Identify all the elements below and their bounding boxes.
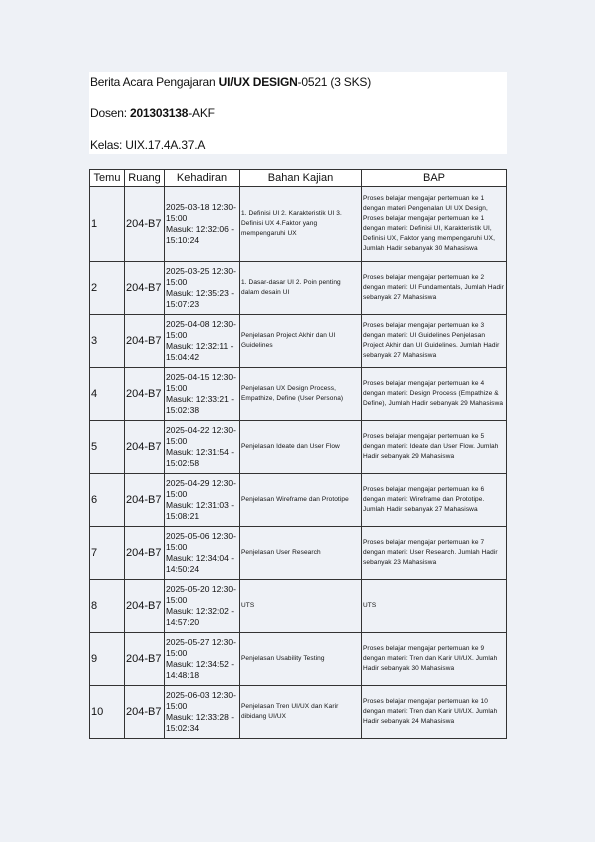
cell-bahan-kajian: 1. Definisi UI 2. Karakteristik UI 3. Definisi UX 4.Faktor yang mempengaruhi UX <box>240 187 362 262</box>
cell-bap: Proses belajar mengajar pertemuan ke 7 dengan materi: User Research. Jumlah Hadir sebanyak 23 Mahasiswa <box>362 527 507 580</box>
lecturer-label: Dosen: <box>90 106 130 120</box>
cell-ruang: 204-B7 <box>125 187 165 262</box>
schedule-text: 2025-04-08 12:30-15:00 <box>166 319 236 340</box>
cell-temu: 3 <box>90 315 125 368</box>
cell-bahan-kajian: Penjelasan UX Design Process, Empathize, Define (User Persona) <box>240 368 362 421</box>
attendance-text: Masuk: 12:31:03 - 15:08:21 <box>166 500 235 521</box>
table-row <box>90 580 507 633</box>
table-row <box>90 187 507 262</box>
lecturer-code: -AKF <box>188 106 215 120</box>
schedule-text: 2025-03-18 12:30-15:00 <box>166 202 236 223</box>
header-kehadiran: Kehadiran <box>165 170 240 187</box>
lecturer-line <box>90 106 215 120</box>
cell-temu: 6 <box>90 474 125 527</box>
cell-bap: Proses belajar mengajar pertemuan ke 6 dengan materi: Wireframe dan Prototipe. Jumlah Hadir sebanyak 27 Mahasiswa <box>362 474 507 527</box>
page-title <box>90 75 371 89</box>
cell-ruang: 204-B7 <box>125 633 165 686</box>
lecturer-id: 201303138 <box>129 106 189 120</box>
title-suffix: -0521 (3 SKS) <box>297 75 372 89</box>
attendance-text: Masuk: 12:33:28 - 15:02:34 <box>166 712 235 733</box>
cell-temu: 5 <box>90 421 125 474</box>
table-header-row <box>90 170 507 187</box>
attendance-text: Masuk: 12:35:23 - 15:07:23 <box>166 288 235 309</box>
cell-kehadiran <box>165 187 240 262</box>
table-row <box>90 633 507 686</box>
cell-bahan-kajian: Penjelasan Wireframe dan Prototipe <box>240 474 362 527</box>
attendance-text: Masuk: 12:32:11 - 15:04:42 <box>166 341 234 362</box>
cell-ruang: 204-B7 <box>125 686 165 739</box>
attendance-text: Masuk: 12:32:02 - 14:57:20 <box>166 606 235 627</box>
header-ruang: Ruang <box>125 170 165 187</box>
header-bahan-kajian: Bahan Kajian <box>240 170 362 187</box>
cell-ruang: 204-B7 <box>125 421 165 474</box>
cell-temu: 2 <box>90 262 125 315</box>
title-prefix: Berita Acara Pengajaran <box>90 75 219 89</box>
attendance-text: Masuk: 12:32:06 - 15:10:24 <box>166 224 235 245</box>
schedule-text: 2025-05-06 12:30-15:00 <box>166 531 236 552</box>
cell-ruang: 204-B7 <box>125 315 165 368</box>
cell-bap: Proses belajar mengajar pertemuan ke 4 dengan materi: Design Process (Empathize & Define), Jumlah Hadir sebanyak 29 Mahasiswa <box>362 368 507 421</box>
schedule-text: 2025-05-27 12:30-15:00 <box>166 637 236 658</box>
cell-bahan-kajian: UTS <box>240 580 362 633</box>
cell-bap: Proses belajar mengajar pertemuan ke 9 dengan materi: Tren dan Karir UI/UX. Jumlah Hadir sebanyak 30 Mahasiswa <box>362 633 507 686</box>
cell-bahan-kajian: Penjelasan User Research <box>240 527 362 580</box>
cell-bahan-kajian: Penjelasan Tren UI/UX dan Karir dibidang UI/UX <box>240 686 362 739</box>
attendance-text: Masuk: 12:33:21 - 15:02:38 <box>166 394 235 415</box>
schedule-text: 2025-04-22 12:30-15:00 <box>166 425 236 446</box>
schedule-text: 2025-04-29 12:30-15:00 <box>166 478 236 499</box>
table-row <box>90 421 507 474</box>
table-row <box>90 262 507 315</box>
table-row <box>90 686 507 739</box>
teaching-record-table <box>89 169 507 739</box>
course-name: UI/UX DESIGN <box>218 75 298 89</box>
table-row <box>90 315 507 368</box>
cell-bap: UTS <box>362 580 507 633</box>
cell-temu: 7 <box>90 527 125 580</box>
schedule-text: 2025-04-15 12:30-15:00 <box>166 372 236 393</box>
cell-ruang: 204-B7 <box>125 527 165 580</box>
cell-kehadiran <box>165 633 240 686</box>
table-row <box>90 368 507 421</box>
table-row <box>90 474 507 527</box>
cell-temu: 4 <box>90 368 125 421</box>
class-line: Kelas: UIX.17.4A.37.A <box>90 138 206 152</box>
table-row <box>90 527 507 580</box>
cell-temu: 9 <box>90 633 125 686</box>
cell-bap: Proses belajar mengajar pertemuan ke 2 dengan materi: UI Fundamentals, Jumlah Hadir sebanyak 27 Mahasiswa <box>362 262 507 315</box>
cell-temu: 8 <box>90 580 125 633</box>
cell-ruang: 204-B7 <box>125 368 165 421</box>
header-temu: Temu <box>90 170 125 187</box>
cell-kehadiran <box>165 368 240 421</box>
cell-bahan-kajian: Penjelasan Usability Testing <box>240 633 362 686</box>
cell-kehadiran <box>165 474 240 527</box>
cell-kehadiran <box>165 527 240 580</box>
schedule-text: 2025-05-20 12:30-15:00 <box>166 584 236 605</box>
cell-temu: 1 <box>90 187 125 262</box>
cell-kehadiran <box>165 421 240 474</box>
attendance-text: Masuk: 12:34:52 - 14:48:18 <box>166 659 235 680</box>
cell-bap: Proses belajar mengajar pertemuan ke 5 dengan materi: Ideate dan User Flow. Jumlah Hadir sebanyak 29 Mahasiswa <box>362 421 507 474</box>
cell-kehadiran <box>165 686 240 739</box>
cell-bap: Proses belajar mengajar pertemuan ke 10 dengan materi: Tren dan Karir UI/UX. Jumlah Hadir sebanyak 24 Mahasiswa <box>362 686 507 739</box>
cell-temu: 10 <box>90 686 125 739</box>
document-header <box>89 72 507 154</box>
schedule-text: 2025-06-03 12:30-15:00 <box>166 690 236 711</box>
cell-bahan-kajian: Penjelasan Ideate dan User Flow <box>240 421 362 474</box>
cell-bap: Proses belajar mengajar pertemuan ke 3 dengan materi: UI Guidelines Penjelasan Project Akhir dan UI Guidelines. Jumlah Hadir sebanyak 27 Mahasiswa <box>362 315 507 368</box>
cell-bap: Proses belajar mengajar pertemuan ke 1 dengan materi Pengenalan UI UX Design, Proses belajar mengajar pertemuan ke 1 dengan materi: Definisi UI, Karakteristik UI, Definisi UX, Faktor yang mempengaruhi UX, Jumlah Hadir sebanyak 30 Mahasiswa <box>362 187 507 262</box>
attendance-text: Masuk: 12:31:54 - 15:02:58 <box>166 447 235 468</box>
cell-ruang: 204-B7 <box>125 474 165 527</box>
cell-kehadiran <box>165 315 240 368</box>
schedule-text: 2025-03-25 12:30-15:00 <box>166 266 236 287</box>
attendance-text: Masuk: 12:34:04 - 14:50:24 <box>166 553 235 574</box>
header-bap: BAP <box>362 170 507 187</box>
cell-ruang: 204-B7 <box>125 262 165 315</box>
cell-bahan-kajian: Penjelasan Project Akhir dan UI Guidelines <box>240 315 362 368</box>
cell-ruang: 204-B7 <box>125 580 165 633</box>
cell-bahan-kajian: 1. Dasar-dasar UI 2. Poin penting dalam desain UI <box>240 262 362 315</box>
cell-kehadiran <box>165 580 240 633</box>
cell-kehadiran <box>165 262 240 315</box>
